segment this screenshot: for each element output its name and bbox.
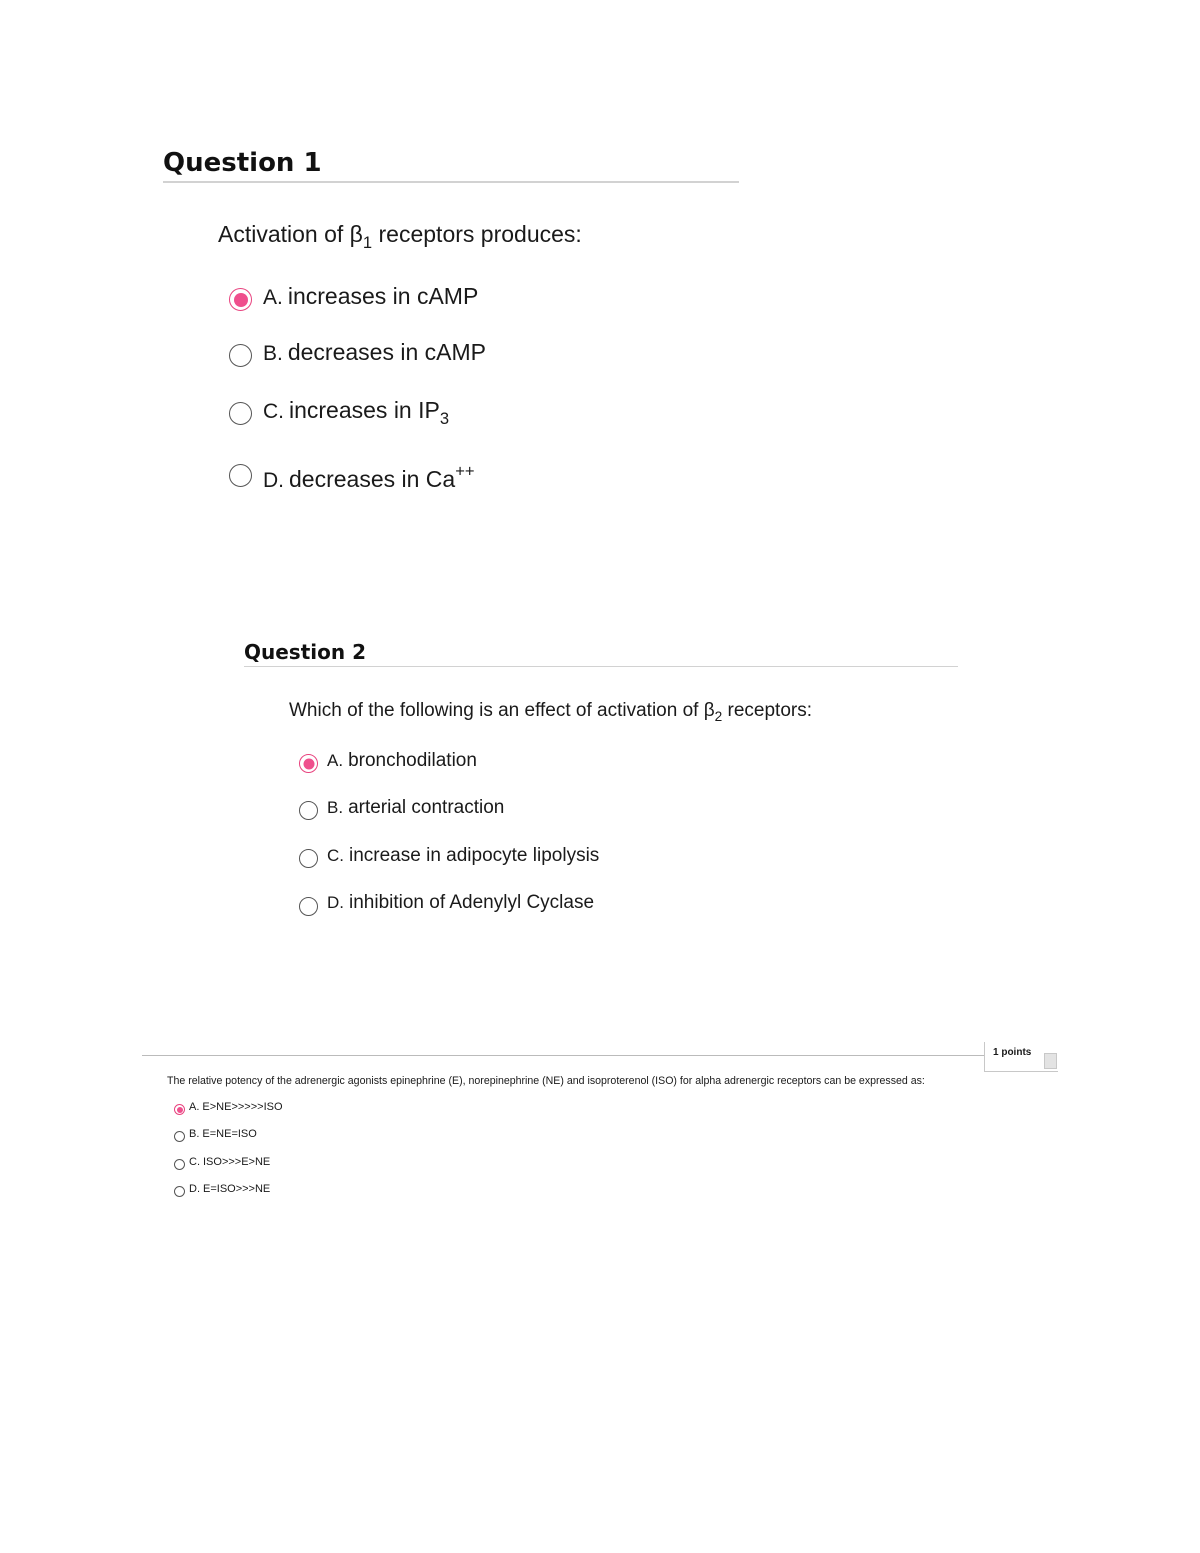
q3-option-b-radio[interactable] [174, 1131, 185, 1142]
question-2-prompt-text: Which of the following is an effect of activation of β [289, 700, 715, 721]
q2-option-a-letter: A. [327, 751, 344, 770]
question-2-prompt [289, 700, 812, 722]
q3-option-b-letter: B. [189, 1128, 200, 1140]
q1-option-c-subscript: 3 [439, 408, 450, 428]
q1-option-d-letter: D. [263, 469, 284, 492]
question-3-divider [142, 1055, 984, 1056]
q3-option-a[interactable] [189, 1101, 283, 1113]
q1-option-c-letter: C. [263, 400, 284, 423]
q3-option-d-radio[interactable] [174, 1186, 185, 1197]
q1-option-d-superscript: ++ [455, 461, 475, 481]
q3-option-c-text: ISO>>>E>NE [203, 1156, 271, 1168]
q2-option-c-letter: C. [327, 846, 344, 865]
q3-option-d-letter: D. [189, 1183, 200, 1195]
q2-option-a-radio[interactable] [299, 754, 318, 773]
question-3-prompt: The relative potency of the adrenergic agonists epinephrine (E), norepinephrine (NE) and isoproterenol (ISO) for alpha adrenergic receptors can be expressed as: [167, 1075, 925, 1087]
q2-option-c-text: increase in adipocyte lipolysis [349, 845, 600, 866]
q1-option-b-letter: B. [263, 342, 283, 365]
q2-option-d-letter: D. [327, 893, 344, 912]
flag-icon[interactable] [1044, 1053, 1057, 1069]
q1-option-a[interactable] [263, 283, 478, 310]
q1-option-c-radio[interactable] [229, 402, 252, 425]
q3-option-a-text: E>NE>>>>>ISO [202, 1101, 283, 1113]
q2-option-c-radio[interactable] [299, 849, 318, 868]
q3-option-c-radio[interactable] [174, 1159, 185, 1170]
q2-option-b-radio[interactable] [299, 801, 318, 820]
question-2-divider [244, 666, 958, 667]
points-label: 1 points [993, 1047, 1032, 1058]
q1-option-b-radio[interactable] [229, 344, 252, 367]
q1-option-b-text: decreases in cAMP [287, 339, 486, 365]
beta-subscript: 2 [714, 708, 723, 724]
q3-option-b-text: E=NE=ISO [202, 1128, 257, 1140]
q3-option-c-letter: C. [189, 1156, 200, 1168]
q3-option-c[interactable] [189, 1156, 270, 1168]
q2-option-a-text: bronchodilation [348, 750, 477, 771]
question-1-divider [163, 181, 739, 183]
q3-option-d-text: E=ISO>>>NE [203, 1183, 271, 1195]
q1-option-c-text [289, 397, 450, 428]
beta-subscript: 1 [362, 232, 373, 252]
q2-option-d-radio[interactable] [299, 897, 318, 916]
q1-option-c-main: increases in IP [289, 397, 440, 423]
question-1-title: Question 1 [163, 148, 322, 178]
q1-option-a-letter: A. [263, 286, 283, 309]
question-2-title: Question 2 [244, 640, 366, 664]
q2-option-b-letter: B. [327, 798, 344, 817]
question-1-prompt-text: Activation of β [218, 221, 363, 247]
q2-option-b[interactable] [327, 797, 504, 819]
q1-option-d-text [289, 461, 475, 493]
q1-option-d-main: decreases in Ca [289, 466, 456, 492]
question-2-prompt-suffix: receptors: [722, 700, 813, 721]
q2-option-d-text: inhibition of Adenylyl Cyclase [349, 892, 595, 913]
q2-option-c[interactable] [327, 845, 599, 867]
question-1-prompt [218, 221, 582, 252]
q3-option-b[interactable] [189, 1128, 257, 1140]
q1-option-c[interactable] [263, 397, 450, 428]
q2-option-a[interactable] [327, 750, 477, 772]
q3-option-d[interactable] [189, 1183, 270, 1195]
q1-option-d-radio[interactable] [229, 464, 252, 487]
q1-option-a-text: increases in cAMP [287, 283, 479, 309]
points-box [984, 1042, 1058, 1072]
q1-option-d[interactable] [263, 461, 475, 493]
q1-option-a-radio[interactable] [229, 288, 252, 311]
q1-option-b[interactable] [263, 339, 486, 366]
q3-option-a-radio[interactable] [174, 1104, 185, 1115]
question-1-prompt-suffix: receptors produces: [372, 221, 582, 247]
q2-option-d[interactable] [327, 892, 594, 914]
q3-option-a-letter: A. [189, 1101, 200, 1113]
q2-option-b-text: arterial contraction [348, 797, 505, 818]
